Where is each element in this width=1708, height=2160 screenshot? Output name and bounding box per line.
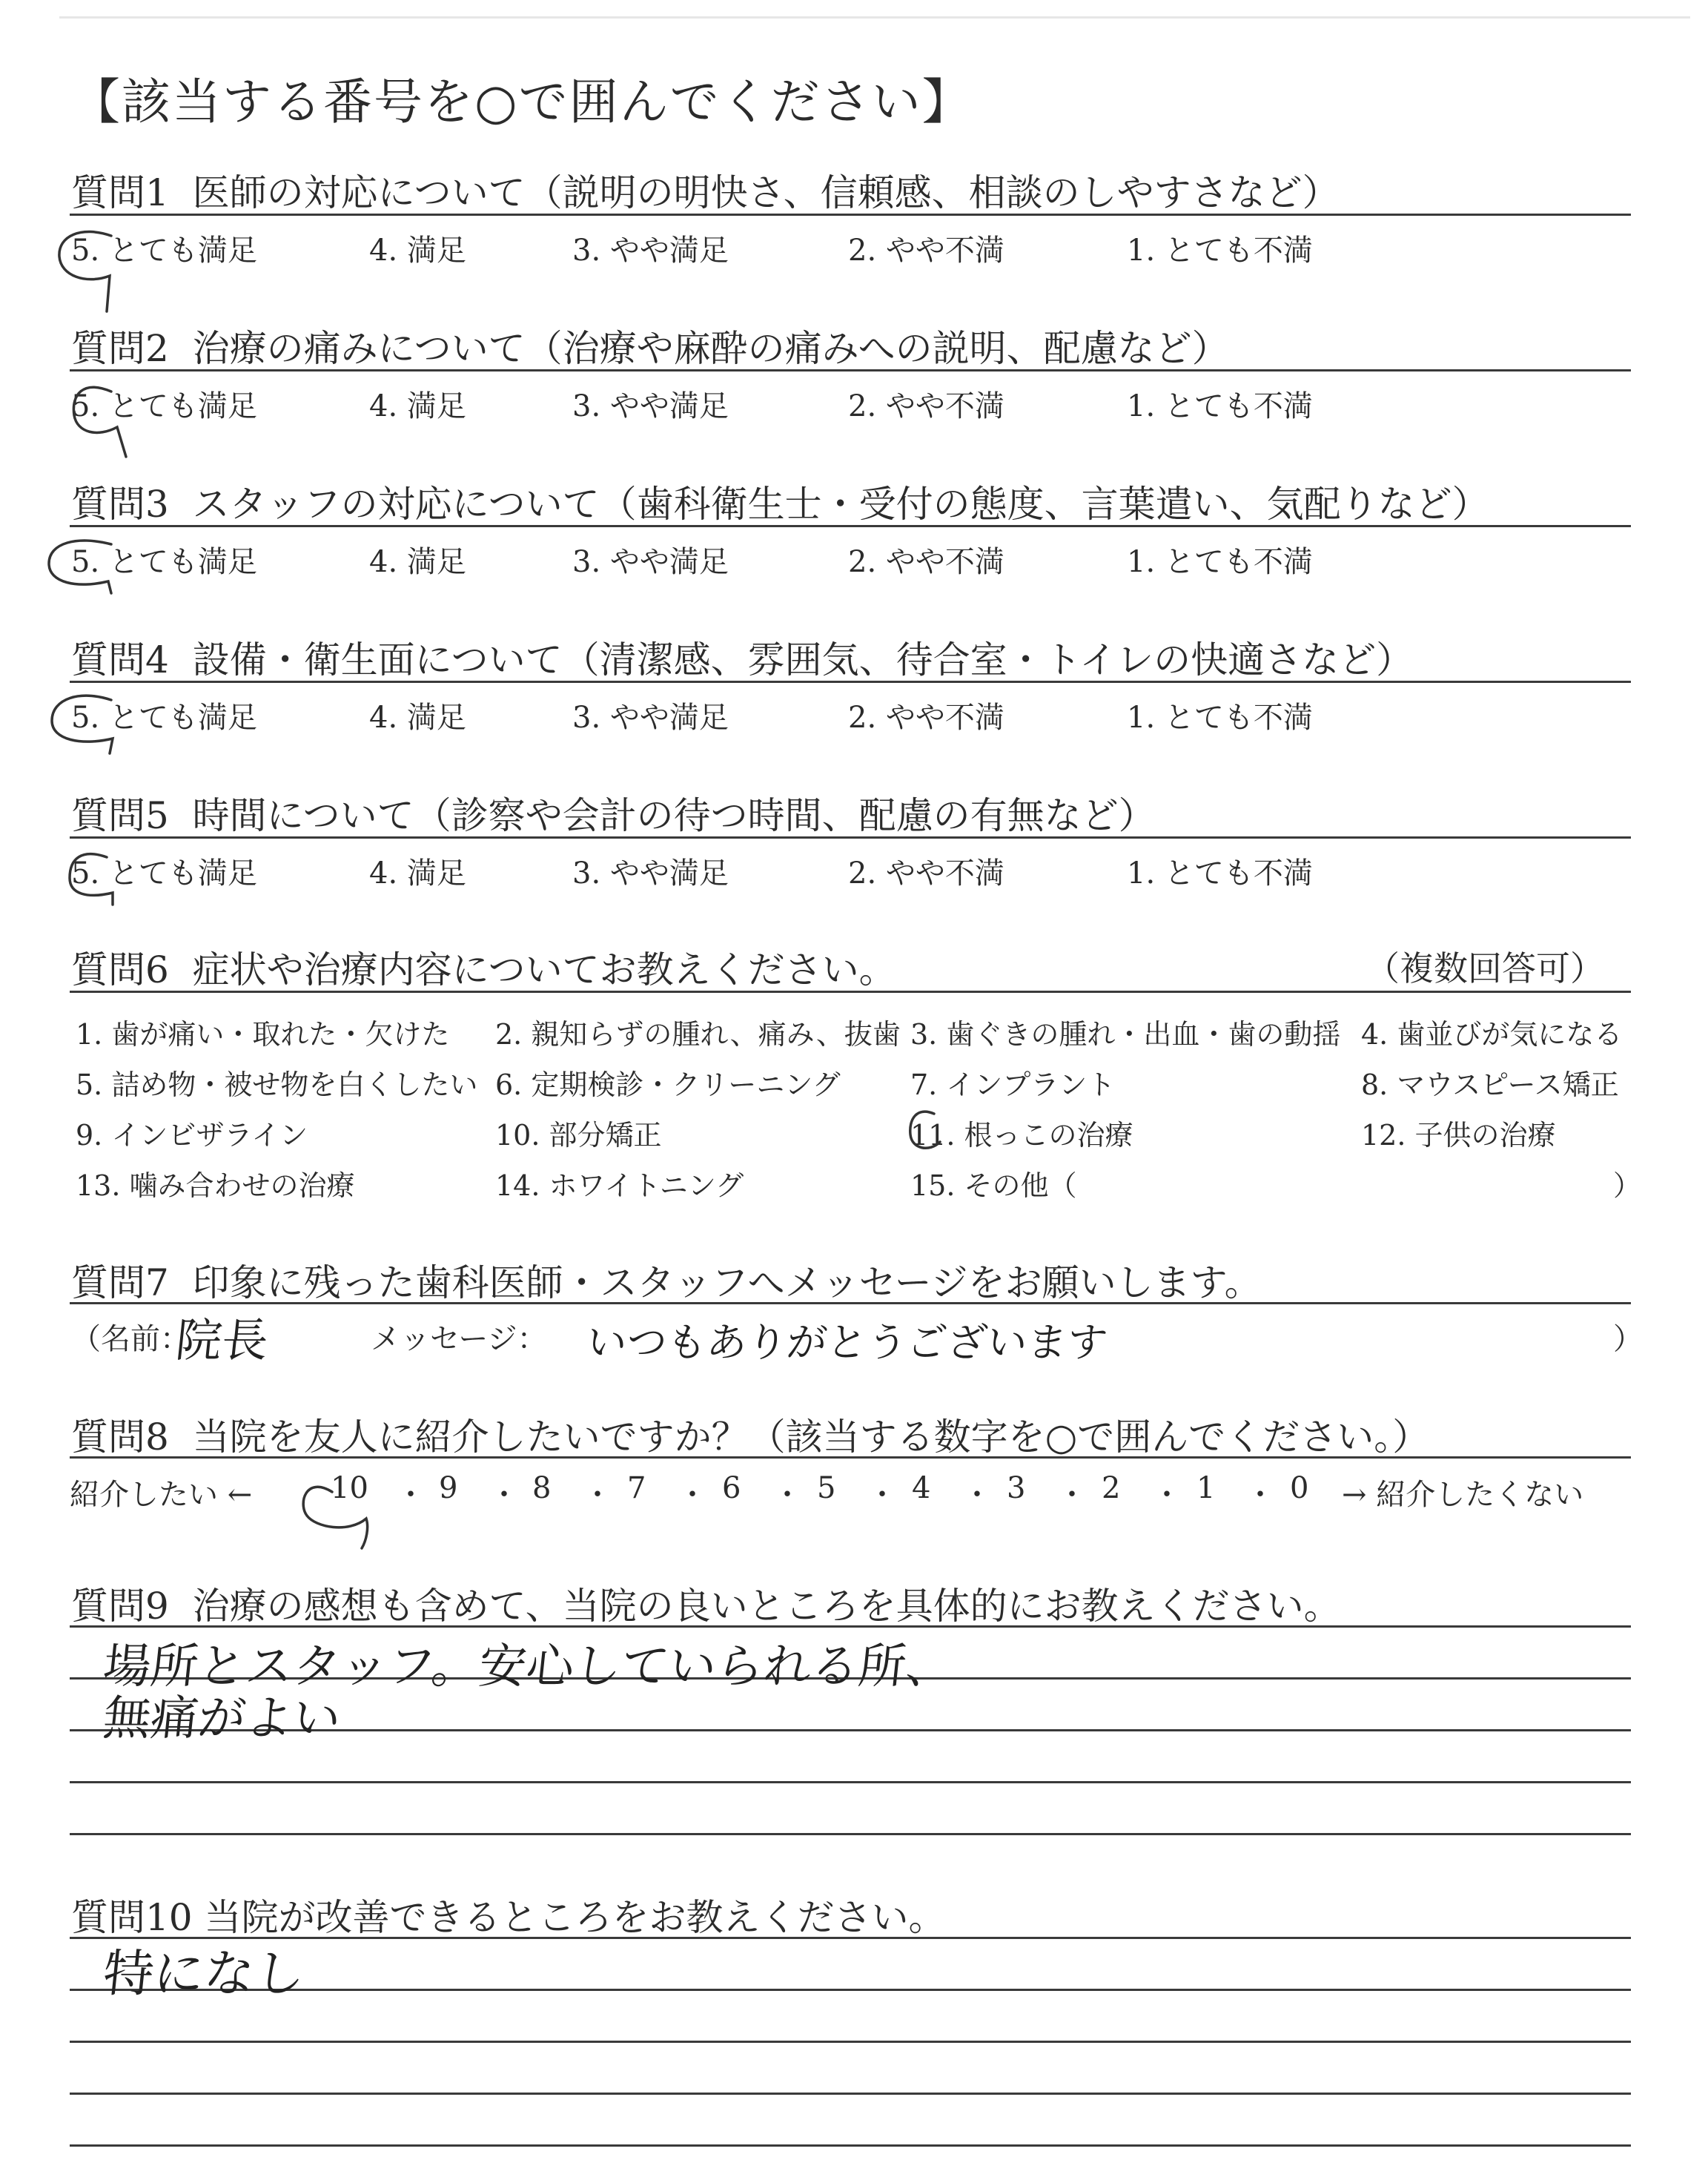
question-number: 質問2 [71, 327, 169, 370]
question-number: 質問7 [71, 1261, 169, 1304]
divider [70, 214, 1631, 216]
answer-line [70, 1781, 1631, 1783]
question-text: 当院を友人に紹介したいですか？（該当する数字を○で囲んでください。） [192, 1416, 1430, 1459]
scale-separator: ・ [1152, 1478, 1182, 1512]
question-7-heading [71, 1253, 1262, 1307]
answer-line [70, 2093, 1631, 2095]
scale-separator: ・ [583, 1478, 612, 1512]
q2-option-1[interactable]: 1. とても不満 [1127, 389, 1313, 423]
answer-line [70, 2144, 1631, 2147]
q2-option-3[interactable]: 3. やや満足 [572, 389, 729, 423]
question-number: 質問10 [71, 1896, 193, 1939]
scale-separator: ・ [396, 1478, 426, 1512]
q2-option-4[interactable]: 4. 満足 [369, 389, 466, 423]
question-9-heading [71, 1576, 1341, 1630]
recommend-left-label: 紹介したい ← [70, 1478, 253, 1512]
q1-option-3[interactable]: 3. やや満足 [572, 234, 729, 268]
divider [70, 369, 1631, 371]
q3-option-3[interactable]: 3. やや満足 [572, 545, 729, 579]
q3-option-2[interactable]: 2. やや不満 [848, 545, 1004, 579]
page-top-rule [59, 16, 1690, 19]
scale-10[interactable]: 10 [331, 1471, 368, 1505]
q1-option-1[interactable]: 1. とても不満 [1127, 234, 1313, 268]
question-text: スタッフの対応について（歯科衛生士・受付の態度、言葉遣い、気配りなど） [192, 483, 1489, 526]
question-text: 治療の感想も含めて、当院の良いところを具体的にお教えください。 [192, 1585, 1341, 1628]
q6-option-11[interactable]: 11. 根っこの治療 [910, 1119, 1133, 1152]
q3-option-4[interactable]: 4. 満足 [369, 545, 466, 579]
scale-9[interactable]: 9 [439, 1471, 458, 1505]
divider [70, 991, 1631, 993]
question-text: 症状や治療内容についてお教えください。 [192, 948, 896, 991]
question-number: 質問8 [71, 1416, 169, 1459]
name-handwritten-value[interactable]: 院長 [173, 1313, 271, 1367]
question-number: 質問3 [71, 483, 169, 526]
q6-option-7[interactable]: 7. インプラント [910, 1069, 1116, 1101]
q6-option-3[interactable]: 3. 歯ぐきの腫れ・出血・歯の動揺 [910, 1018, 1341, 1051]
message-handwritten-value[interactable]: いつもありがとうございます [584, 1319, 1110, 1366]
question-text: 印象に残った歯科医師・スタッフへメッセージをお願いします。 [192, 1261, 1262, 1304]
question-number: 質問4 [71, 638, 169, 681]
q5-option-1[interactable]: 1. とても不満 [1127, 856, 1313, 891]
answer-line [70, 1625, 1631, 1628]
question-text: 時間について（診察や会計の待つ時間、配慮の有無など） [192, 794, 1156, 837]
q4-option-1[interactable]: 1. とても不満 [1127, 701, 1313, 735]
q1-option-5[interactable]: 5. とても満足 [71, 234, 257, 268]
question-number: 質問9 [71, 1585, 169, 1628]
question-6-heading [71, 940, 896, 994]
name-label: （名前： [71, 1322, 190, 1356]
message-label: メッセージ： [371, 1322, 547, 1356]
scale-separator: ・ [1245, 1478, 1275, 1512]
scale-5[interactable]: 5 [817, 1471, 836, 1505]
scale-separator: ・ [678, 1478, 707, 1512]
question-5-heading [71, 786, 1156, 839]
q1-option-2[interactable]: 2. やや不満 [848, 234, 1004, 268]
scale-2[interactable]: 2 [1102, 1471, 1121, 1505]
answer-line [70, 2041, 1631, 2043]
q6-option-8[interactable]: 8. マウスピース矯正 [1361, 1069, 1619, 1101]
recommend-right-label: → 紹介したくない [1342, 1478, 1584, 1512]
q6-option-4[interactable]: 4. 歯並びが気になる [1361, 1018, 1623, 1051]
scale-separator: ・ [1057, 1478, 1087, 1512]
scale-separator: ・ [489, 1478, 519, 1512]
q9-handwritten-answer-line-1[interactable]: 場所とスタッフ。安心していられる所、 [100, 1639, 957, 1694]
q10-handwritten-answer-line-1[interactable]: 特になし [100, 1945, 308, 2004]
q5-option-5[interactable]: 5. とても満足 [71, 856, 257, 891]
q6-option-14[interactable]: 14. ホワイトニング [495, 1169, 744, 1202]
q4-option-5[interactable]: 5. とても満足 [71, 701, 257, 735]
question-4-heading [71, 630, 1413, 684]
q6-option-9[interactable]: 9. インビザライン [76, 1119, 308, 1152]
q5-option-2[interactable]: 2. やや不満 [848, 856, 1004, 891]
answer-line [70, 1989, 1631, 1991]
q6-option-2[interactable]: 2. 親知らずの腫れ、痛み、抜歯 [495, 1018, 901, 1051]
scale-separator: ・ [867, 1478, 897, 1512]
question-text: 治療の痛みについて（治療や麻酔の痛みへの説明、配慮など） [192, 327, 1229, 370]
question-number: 質問6 [71, 948, 169, 991]
q6-option-5[interactable]: 5. 詰め物・被せ物を白くしたい [76, 1069, 478, 1101]
divider [70, 1456, 1631, 1459]
scale-separator: ・ [962, 1478, 992, 1512]
q6-option-15[interactable]: 15. その他（ [910, 1169, 1077, 1202]
q5-option-4[interactable]: 4. 満足 [369, 856, 466, 891]
instruction-heading: 【該当する番号を○で囲んでください】 [71, 73, 973, 131]
q6-option-12[interactable]: 12. 子供の治療 [1361, 1119, 1556, 1152]
scale-4[interactable]: 4 [912, 1471, 931, 1505]
divider [70, 525, 1631, 527]
question-number: 質問1 [71, 171, 169, 214]
question-2-heading [71, 319, 1229, 372]
divider [70, 836, 1631, 839]
q3-option-1[interactable]: 1. とても不満 [1127, 545, 1313, 579]
q6-option-6[interactable]: 6. 定期検診・クリーニング [495, 1069, 841, 1101]
scale-3[interactable]: 3 [1007, 1471, 1026, 1505]
question-text: 設備・衛生面について（清潔感、雰囲気、待合室・トイレの快適さなど） [192, 638, 1414, 681]
q6-other-close-paren: ） [1613, 1169, 1642, 1202]
q9-handwritten-answer-line-2[interactable]: 無痛がよい [100, 1691, 344, 1746]
q6-option-1[interactable]: 1. 歯が痛い・取れた・欠けた [76, 1018, 450, 1051]
message-close-paren: ） [1613, 1322, 1643, 1356]
scale-7[interactable]: 7 [627, 1471, 646, 1505]
scale-separator: ・ [772, 1478, 802, 1512]
question-3-heading [71, 475, 1489, 528]
divider [70, 681, 1631, 683]
q4-option-3[interactable]: 3. やや満足 [572, 701, 729, 735]
q6-option-13[interactable]: 13. 噛み合わせの治療 [76, 1169, 355, 1202]
scale-0[interactable]: 0 [1290, 1471, 1309, 1505]
question-text: 医師の対応について（説明の明快さ、信頼感、相談のしやすさなど） [192, 171, 1340, 214]
q6-option-10[interactable]: 10. 部分矯正 [495, 1119, 662, 1152]
scale-1[interactable]: 1 [1196, 1471, 1216, 1505]
q2-option-2[interactable]: 2. やや不満 [848, 389, 1004, 423]
multiple-answer-note: （複数回答可） [1366, 948, 1604, 988]
q5-option-3[interactable]: 3. やや満足 [572, 856, 729, 891]
question-1-heading [71, 163, 1340, 217]
question-8-heading [71, 1407, 1429, 1461]
q4-option-4[interactable]: 4. 満足 [369, 701, 466, 735]
scale-6[interactable]: 6 [722, 1471, 741, 1505]
q4-option-2[interactable]: 2. やや不満 [848, 701, 1004, 735]
answer-line [70, 1833, 1631, 1835]
question-number: 質問5 [71, 794, 169, 837]
q3-option-5[interactable]: 5. とても満足 [71, 545, 257, 579]
question-text: 当院が改善できるところをお教えください。 [204, 1896, 946, 1939]
divider [70, 1302, 1631, 1304]
scale-8[interactable]: 8 [532, 1471, 552, 1505]
q2-option-5[interactable]: 5. とても満足 [71, 389, 257, 423]
q1-option-4[interactable]: 4. 満足 [369, 234, 466, 268]
